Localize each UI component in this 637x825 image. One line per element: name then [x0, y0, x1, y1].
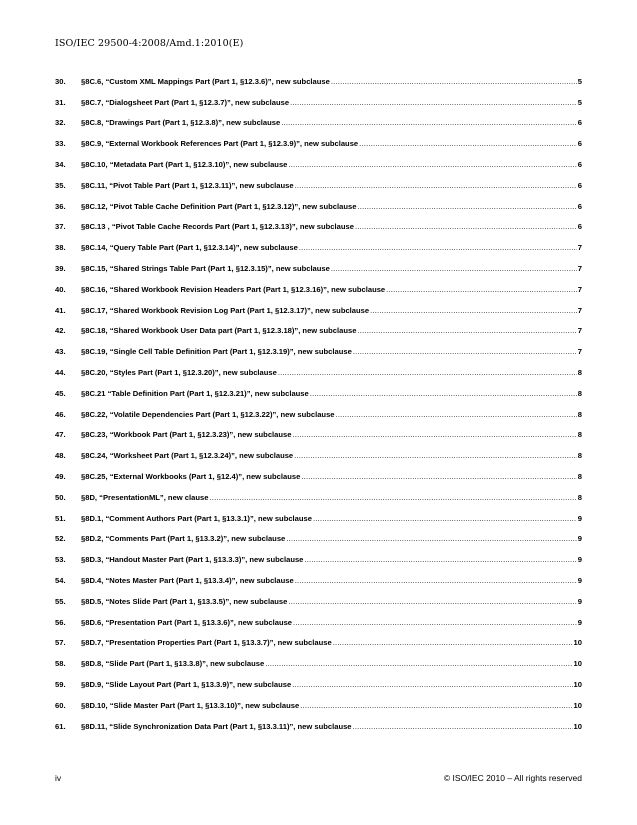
toc-entry[interactable]: [55, 695, 582, 716]
toc-entry[interactable]: [55, 508, 582, 529]
toc-entry-number: 34.: [55, 160, 66, 170]
toc-entry-title: §8C.7, “Dialogsheet Part (Part 1, §12.3.7)”, new subclause: [81, 97, 290, 107]
dot-leader: [293, 618, 577, 627]
toc-entry[interactable]: [55, 237, 582, 258]
toc-entry[interactable]: [55, 591, 582, 612]
toc-entry-number: 41.: [55, 305, 66, 315]
dot-leader: [331, 264, 577, 273]
toc-entry-number: 36.: [55, 201, 66, 211]
toc-entry-title: §8D.8, “Slide Part (Part 1, §13.3.8)”, new subclause: [81, 659, 265, 669]
toc-entry-number: 57.: [55, 638, 66, 648]
toc-entry-title: §8D.3, “Handout Master Part (Part 1, §13.3.3)”, new subclause: [81, 555, 304, 565]
toc-entry-number: 47.: [55, 430, 66, 440]
toc-entry-title: §8C.17, “Shared Workbook Revision Log Part (Part 1, §12.3.17)”, new subclause: [81, 305, 370, 315]
dot-leader: [370, 306, 577, 315]
dot-leader: [300, 701, 572, 710]
toc-entry-page: 8: [577, 472, 582, 482]
toc-entry[interactable]: [55, 570, 582, 591]
toc-entry-page: 6: [577, 180, 582, 190]
dot-leader: [353, 722, 573, 731]
dot-leader: [386, 285, 577, 294]
toc-entry-title: §8D.9, “Slide Layout Part (Part 1, §13.3.9)”, new subclause: [81, 680, 292, 689]
dot-leader: [281, 118, 577, 127]
toc-entry[interactable]: [55, 71, 582, 92]
toc-entry-title: §8C.22, “Volatile Dependencies Part (Part 1, §12.3.22)”, new subclause: [81, 409, 335, 419]
dot-leader: [294, 451, 577, 460]
toc-entry-number: 45.: [55, 388, 66, 398]
toc-entry-page: 9: [577, 576, 582, 586]
toc-entry-title: §8C.19, “Single Cell Table Definition Part (Part 1, §12.3.19)”, new subclause: [81, 347, 352, 357]
toc-entry-page: 5: [577, 97, 582, 107]
toc-entry[interactable]: [55, 217, 582, 238]
toc-entry[interactable]: [55, 529, 582, 550]
toc-entry-number: 49.: [55, 472, 66, 482]
dot-leader: [290, 98, 577, 107]
toc-entry[interactable]: [55, 612, 582, 633]
toc-entry-page: 10: [573, 721, 582, 731]
toc-entry-page: 7: [577, 243, 582, 253]
toc-entry-number: 56.: [55, 617, 66, 627]
toc-entry[interactable]: [55, 633, 582, 654]
toc-entry-page: 7: [577, 284, 582, 294]
toc-entry[interactable]: [55, 279, 582, 300]
toc-entry-title: §8C.24, “Worksheet Part (Part 1, §12.3.24)”, new subclause: [81, 451, 294, 461]
toc-entry-number: 55.: [55, 596, 66, 606]
toc-entry-title: §8C.15, “Shared Strings Table Part (Part 1, §12.3.15)”, new subclause: [81, 264, 330, 274]
dot-leader: [295, 576, 577, 585]
toc-entry[interactable]: [55, 674, 582, 695]
toc-entry-page: 9: [577, 617, 582, 627]
toc-entry-page: 7: [577, 305, 582, 315]
toc-entry[interactable]: [55, 487, 582, 508]
dot-leader: [304, 555, 576, 564]
toc-entry-page: 8: [577, 492, 582, 502]
dot-leader: [355, 222, 577, 231]
toc-entry-page: 6: [577, 201, 582, 211]
dot-leader: [288, 160, 576, 169]
toc-entry-title: §8D.5, “Notes Slide Part (Part 1, §13.3.5)”, new subclause: [81, 596, 288, 606]
toc-entry-number: 59.: [55, 680, 66, 689]
toc-entry-title: §8C.12, “Pivot Table Cache Definition Part (Part 1, §12.3.12)”, new subclause: [81, 201, 357, 211]
toc-entry-page: 10: [573, 638, 582, 648]
toc-entry-number: 44.: [55, 368, 66, 378]
dot-leader: [333, 638, 573, 647]
toc-entry-page: 9: [577, 555, 582, 565]
toc-entry-page: 9: [577, 534, 582, 544]
toc-entry-page: 8: [577, 388, 582, 398]
dot-leader: [353, 347, 577, 356]
toc-entry-page: 6: [577, 160, 582, 170]
toc-entry-number: 50.: [55, 492, 66, 502]
dot-leader: [292, 680, 572, 689]
toc-entry-number: 40.: [55, 284, 66, 294]
toc-entry-number: 32.: [55, 118, 66, 128]
toc-entry-title: §8C.18, “Shared Workbook User Data part (Part 1, §12.3.18)”, new subclause: [81, 326, 357, 336]
toc-entry-title: §8D.4, “Notes Master Part (Part 1, §13.3.4)”, new subclause: [81, 576, 294, 586]
toc-entry-number: 31.: [55, 97, 66, 107]
toc-entry[interactable]: [55, 113, 582, 134]
toc-entry[interactable]: [55, 133, 582, 154]
dot-leader: [278, 368, 577, 377]
toc-entry-title: §8D.10, “Slide Master Part (Part 1, §13.3.10)”, new subclause: [81, 700, 300, 710]
toc-entry[interactable]: [55, 92, 582, 113]
toc-entry-number: 33.: [55, 139, 66, 149]
toc-entry[interactable]: [55, 154, 582, 175]
toc-entry-title: §8C.25, “External Workbooks (Part 1, §12.4)”, new subclause: [81, 472, 301, 482]
toc-entry-number: 35.: [55, 180, 66, 190]
toc-entry-page: 9: [577, 513, 582, 523]
document-header: ISO/IEC 29500-4:2008/Amd.1:2010(E): [55, 38, 244, 49]
toc-entry-number: 58.: [55, 659, 66, 669]
toc-entry-title: §8C.23, “Workbook Part (Part 1, §12.3.23)”, new subclause: [81, 430, 292, 440]
toc-entry-title: §8D, “PresentationML”, new clause: [81, 492, 209, 502]
toc-entry-title: §8C.9, “External Workbook References Part (Part 1, §12.3.9)”, new subclause: [81, 139, 359, 149]
dot-leader: [331, 77, 577, 86]
toc-entry-page: 7: [577, 347, 582, 357]
toc-entry-page: 10: [573, 659, 582, 669]
toc-entry[interactable]: [55, 321, 582, 342]
toc-entry-page: 8: [577, 409, 582, 419]
toc-entry-number: 60.: [55, 700, 66, 710]
toc-entry-number: 51.: [55, 513, 66, 523]
toc-entry-page: 8: [577, 368, 582, 378]
toc-entry[interactable]: [55, 404, 582, 425]
toc-entry-page: 7: [577, 264, 582, 274]
toc-entry[interactable]: [55, 258, 582, 279]
toc-entry-number: 42.: [55, 326, 66, 336]
toc-entry[interactable]: [55, 716, 582, 737]
toc-entry[interactable]: [55, 383, 582, 404]
toc-entry-title: §8D.7, “Presentation Properties Part (Part 1, §13.3.7)”, new subclause: [81, 638, 332, 648]
dot-leader: [286, 534, 576, 543]
dot-leader: [292, 430, 576, 439]
dot-leader: [313, 514, 577, 523]
dot-leader: [209, 493, 576, 502]
dot-leader: [336, 410, 577, 419]
toc-entry-number: 37.: [55, 222, 66, 232]
toc-entry-page: 10: [573, 700, 582, 710]
table-of-contents: [55, 71, 582, 737]
toc-entry-number: 54.: [55, 576, 66, 586]
page-number: iv: [55, 773, 62, 783]
toc-entry-page: 8: [577, 451, 582, 461]
toc-entry-page: 8: [577, 430, 582, 440]
toc-entry-title: §8C.14, “Query Table Part (Part 1, §12.3.14)”, new subclause: [81, 243, 298, 253]
dot-leader: [359, 139, 577, 148]
toc-entry[interactable]: [55, 425, 582, 446]
toc-entry[interactable]: [55, 341, 582, 362]
toc-entry-page: 9: [577, 596, 582, 606]
dot-leader: [288, 597, 576, 606]
toc-entry-page: 6: [577, 222, 582, 232]
toc-entry-title: §8D.2, “Comments Part (Part 1, §13.3.2)”, new subclause: [81, 534, 286, 544]
toc-entry[interactable]: [55, 466, 582, 487]
dot-leader: [310, 389, 577, 398]
toc-entry-title: §8C.20, “Styles Part (Part 1, §12.3.20)”, new subclause: [81, 368, 277, 378]
toc-entry-page: 7: [577, 326, 582, 336]
toc-entry-number: 52.: [55, 534, 66, 544]
toc-entry-page: 6: [577, 139, 582, 149]
toc-entry-title: §8C.21 “Table Definition Part (Part 1, §12.3.21)”, new subclause: [81, 388, 309, 398]
toc-entry-title: §8D.1, “Comment Authors Part (Part 1, §13.3.1)”, new subclause: [81, 513, 312, 523]
toc-entry-number: 39.: [55, 264, 66, 274]
toc-entry[interactable]: [55, 196, 582, 217]
toc-entry-title: §8C.8, “Drawings Part (Part 1, §12.3.8)”, new subclause: [81, 118, 281, 128]
toc-entry[interactable]: [55, 549, 582, 570]
toc-entry-number: 48.: [55, 451, 66, 461]
toc-entry[interactable]: [55, 362, 582, 383]
toc-entry[interactable]: [55, 175, 582, 196]
dot-leader: [357, 326, 576, 335]
toc-entry[interactable]: [55, 300, 582, 321]
toc-entry-title: §8C.10, “Metadata Part (Part 1, §12.3.10)”, new subclause: [81, 160, 288, 170]
toc-entry-number: 46.: [55, 409, 66, 419]
toc-entry-number: 61.: [55, 721, 66, 731]
toc-entry-number: 43.: [55, 347, 66, 357]
dot-leader: [357, 202, 576, 211]
dot-leader: [301, 472, 576, 481]
dot-leader: [299, 243, 577, 252]
dot-leader: [295, 181, 577, 190]
toc-entry-page: 6: [577, 118, 582, 128]
copyright-notice: © ISO/IEC 2010 – All rights reserved: [443, 773, 582, 783]
toc-entry-page: 10: [573, 680, 582, 689]
toc-entry-title: §8D.6, “Presentation Part (Part 1, §13.3.6)”, new subclause: [81, 617, 293, 627]
toc-entry-number: 38.: [55, 243, 66, 253]
toc-entry[interactable]: [55, 653, 582, 674]
toc-entry-page: 5: [577, 76, 582, 86]
toc-entry-title: §8C.6, “Custom XML Mappings Part (Part 1, §12.3.6)”, new subclause: [81, 76, 330, 86]
dot-leader: [265, 659, 572, 668]
toc-entry-title: §8C.16, “Shared Workbook Revision Headers Part (Part 1, §12.3.16)”, new subclause: [81, 284, 386, 294]
toc-entry-title: §8D.11, “Slide Synchronization Data Part (Part 1, §13.3.11)”, new subclause: [81, 721, 352, 731]
toc-entry-title: §8C.11, “Pivot Table Part (Part 1, §12.3.11)”, new subclause: [81, 180, 294, 190]
toc-entry-title: §8C.13 , “Pivot Table Cache Records Part (Part 1, §12.3.13)”, new subclause: [81, 222, 354, 232]
toc-entry[interactable]: [55, 445, 582, 466]
toc-entry-number: 53.: [55, 555, 66, 565]
toc-entry-number: 30.: [55, 76, 66, 86]
